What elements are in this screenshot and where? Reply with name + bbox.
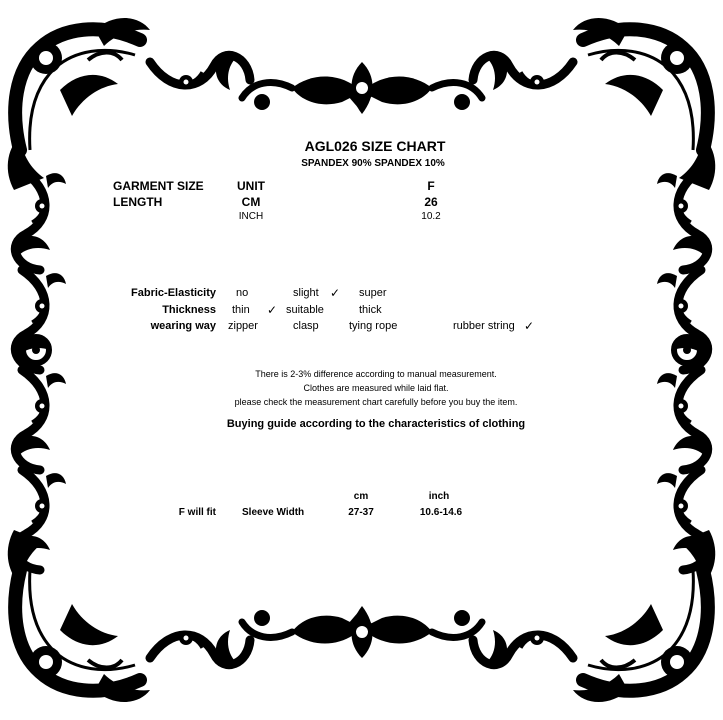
row-length-label: LENGTH xyxy=(113,195,163,209)
elasticity-check-icon: ✓ xyxy=(330,286,341,300)
row-length-unit: CM xyxy=(241,195,261,209)
fit-measure-label: Sleeve Width xyxy=(242,507,305,518)
note-difference: There is 2-3% difference according to manual measurement. xyxy=(255,369,497,379)
row-inch-unit: INCH xyxy=(238,211,264,222)
note-check-chart: please check the measurement chart carefully before you buy the item. xyxy=(234,397,518,407)
buying-guide-title: Buying guide according to the characteristics of clothing xyxy=(226,418,526,430)
header-garment-size: GARMENT SIZE xyxy=(113,179,204,193)
material-line: SPANDEX 90% SPANDEX 10% xyxy=(301,158,445,169)
header-size-f: F xyxy=(427,179,435,193)
wearing-option-clasp: clasp xyxy=(293,320,319,332)
row-length-value: 26 xyxy=(424,195,438,209)
fit-value-inch: 10.6-14.6 xyxy=(419,507,463,518)
wearing-option-zipper: zipper xyxy=(228,320,258,332)
wearing-option-rubber-string: rubber string xyxy=(453,320,515,332)
thickness-check-icon: ✓ xyxy=(267,303,278,317)
elasticity-option-slight: slight xyxy=(293,287,319,299)
wearing-option-tying-rope: tying rope xyxy=(349,320,398,332)
elasticity-option-super: super xyxy=(359,287,387,299)
wearing-check-icon: ✓ xyxy=(524,319,535,333)
fit-size-label: F will fit xyxy=(178,507,216,518)
chart-title: AGL026 SIZE CHART xyxy=(304,138,446,154)
fit-value-cm: 27-37 xyxy=(348,507,374,518)
elasticity-label: Fabric-Elasticity xyxy=(131,287,216,299)
fit-header-cm: cm xyxy=(353,491,369,502)
elasticity-option-no: no xyxy=(236,287,249,299)
header-unit: UNIT xyxy=(237,179,265,193)
thickness-option-thin: thin xyxy=(232,304,250,316)
row-inch-value: 10.2 xyxy=(421,211,441,222)
note-laid-flat: Clothes are measured while laid flat. xyxy=(303,383,449,393)
thickness-option-thick: thick xyxy=(359,304,382,316)
thickness-label: Thickness xyxy=(162,304,216,316)
fit-header-inch: inch xyxy=(428,491,450,502)
wearing-way-label: wearing way xyxy=(150,320,216,332)
thickness-option-suitable: suitable xyxy=(286,304,324,316)
